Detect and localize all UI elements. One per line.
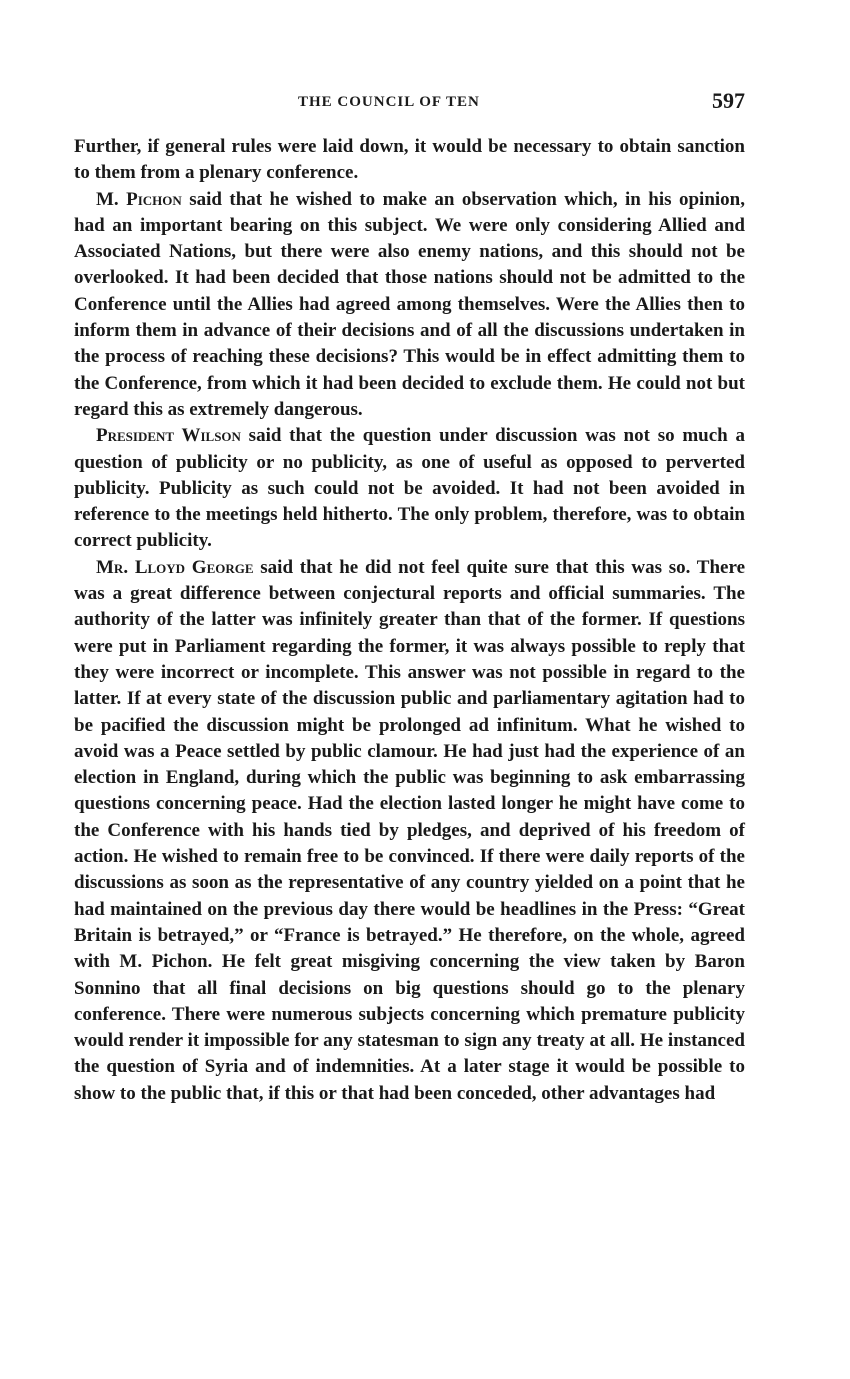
paragraph-text: said that the question under discussion was not so much a question of publicity or no publicity, as one of useful as opposed to perverted publicity. Publicity as such could not be avoided. It had not been avoided in reference to the meetings held hitherto. The only problem, therefore, was to obtain correct publicity. bbox=[74, 425, 745, 552]
speaker-name: President Wilson bbox=[96, 425, 241, 447]
page-number: 597 bbox=[712, 88, 745, 113]
paragraph-text: said that he wished to make an observation which, in his opinion, had an important bearing on this subject. We were only considering Allied and Associated Nations, but there were also enemy nations, and this should not be overlooked. It had been decided that those nations should not be admitted to the Conference until the Allies had agreed among themselves. Were the Allies then to inform them in advance of their decisions and of all the discussions undertaken in the process of reaching these decisions? This would be in effect admitting them to the Conference, from which it had been decided to exclude them. He could not but regard this as extremely dangerous. bbox=[74, 188, 745, 420]
paragraph-text: said that he did not feel quite sure that this was so. There was a great difference between conjectural reports and official summaries. The authority of the latter was infinitely greater than that of the former. If questions were put in Parliament regarding the former, it was always possible to reply that they were incorrect or incomplete. This answer was not possible in regard to the latter. If at every state of the discussion public and parliamentary agitation had to be pacified the discussion might be prolonged ad infinitum. What he wished to avoid was a Peace settled by public clamour. He had just had the experience of an election in England, during which the public was beginning to ask embarrassing questions concerning peace. Had the election lasted longer he might have come to the Conference with his hands tied by pledges, and deprived of his freedom of action. He wished to remain free to be convinced. If there were daily reports of the discussions as soon as the representative of any country yielded on a point that he had maintained on the previous day there would be headlines in the Press: “Great Britain is betrayed,” or “France is betrayed.” He therefore, on the whole, agreed with M. Pichon. He felt great misgiving concerning the view taken by Baron Sonnino that all final decisions on big questions should go to the plenary conference. There were numerous subjects concerning which premature publicity would render it impossible for any statesman to sign any treaty at all. He instanced the question of Syria and of indemnities. At a later stage it would be possible to show to the public that, if this or that had been conceded, other advantages had bbox=[74, 556, 745, 1104]
speaker-name: Mr. Lloyd George bbox=[96, 556, 254, 578]
paragraph-wilson bbox=[74, 423, 745, 554]
speaker-name: M. Pichon bbox=[96, 188, 182, 210]
running-head: THE COUNCIL OF TEN bbox=[298, 94, 480, 110]
paragraph-pichon bbox=[74, 187, 745, 424]
paragraph-continuation bbox=[74, 134, 745, 187]
paragraph-lloyd-george bbox=[74, 555, 745, 1107]
body-text bbox=[74, 134, 745, 1107]
paragraph-text: Further, if general rules were laid down, it would be necessary to obtain sanction to them from a plenary conference. bbox=[74, 136, 745, 184]
page-header bbox=[74, 88, 745, 118]
